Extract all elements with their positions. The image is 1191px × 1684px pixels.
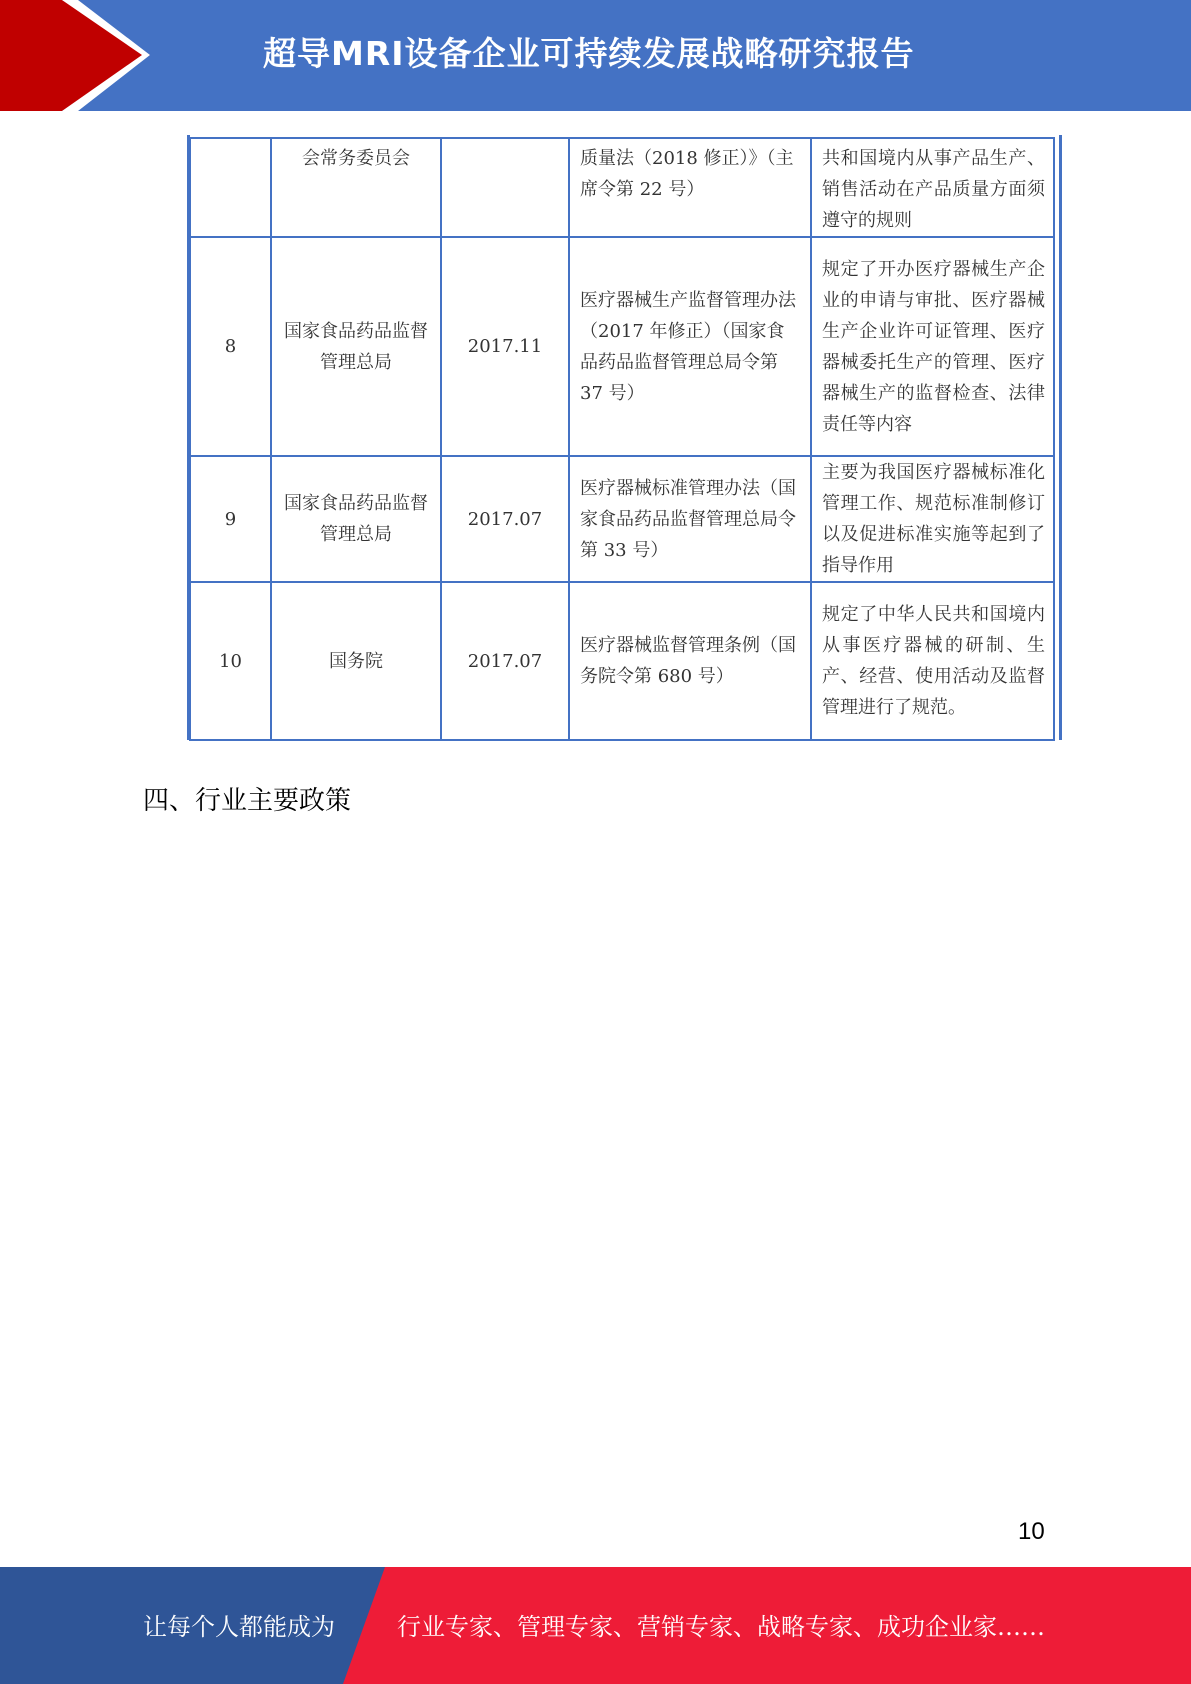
report-footer: [0, 1567, 1191, 1684]
table-row: [190, 237, 1054, 456]
date-cell: 2017.07: [441, 456, 569, 582]
date-cell: 2017.07: [441, 582, 569, 740]
table-row: [190, 456, 1054, 582]
document-cell: 医疗器械生产监督管理办法（2017 年修正）（国家食品药品监督管理总局令第 37 号）: [569, 237, 811, 456]
document-cell: 质量法（2018 修正）》（主席令第 22 号）: [569, 138, 811, 237]
row-number-cell: 8: [190, 237, 271, 456]
description-cell: 规定了中华人民共和国境内从事医疗器械的研制、生产、经营、使用活动及监督管理进行了规范。: [811, 582, 1054, 740]
report-title: 超导MRI设备企业可持续发展战略研究报告: [263, 34, 915, 73]
header-arrow-decoration: [0, 0, 150, 111]
regulations-table-container: [189, 137, 1055, 741]
issuer-cell: 国务院: [271, 582, 441, 740]
row-number-cell: 10: [190, 582, 271, 740]
issuer-cell: 国家食品药品监督管理总局: [271, 237, 441, 456]
issuer-cell: 会常务委员会: [271, 138, 441, 237]
row-number-cell: 9: [190, 456, 271, 582]
regulations-table: [189, 137, 1055, 741]
description-cell: 规定了开办医疗器械生产企业的申请与审批、医疗器械生产企业许可证管理、医疗器械委托生产的管理、医疗器械生产的监督检查、法律责任等内容: [811, 237, 1054, 456]
date-cell: 2017.11: [441, 237, 569, 456]
footer-slogan-left: 让每个人都能成为: [143, 1613, 335, 1641]
date-cell: [441, 138, 569, 237]
report-header: [0, 0, 1191, 111]
document-cell: 医疗器械监督管理条例（国务院令第 680 号）: [569, 582, 811, 740]
document-cell: 医疗器械标准管理办法（国家食品药品监督管理总局令第 33 号）: [569, 456, 811, 582]
section-heading: 四、行业主要政策: [143, 786, 352, 816]
issuer-cell: 国家食品药品监督管理总局: [271, 456, 441, 582]
table-row: [190, 582, 1054, 740]
row-number-cell: [190, 138, 271, 237]
page-number: 10: [1018, 1518, 1045, 1545]
footer-slogan-right: 行业专家、管理专家、营销专家、战略专家、成功企业家……: [397, 1613, 1045, 1641]
table-row: [190, 138, 1054, 237]
description-cell: 共和国境内从事产品生产、销售活动在产品质量方面须遵守的规则: [811, 138, 1054, 237]
description-cell: 主要为我国医疗器械标准化管理工作、规范标准制修订以及促进标准实施等起到了指导作用: [811, 456, 1054, 582]
